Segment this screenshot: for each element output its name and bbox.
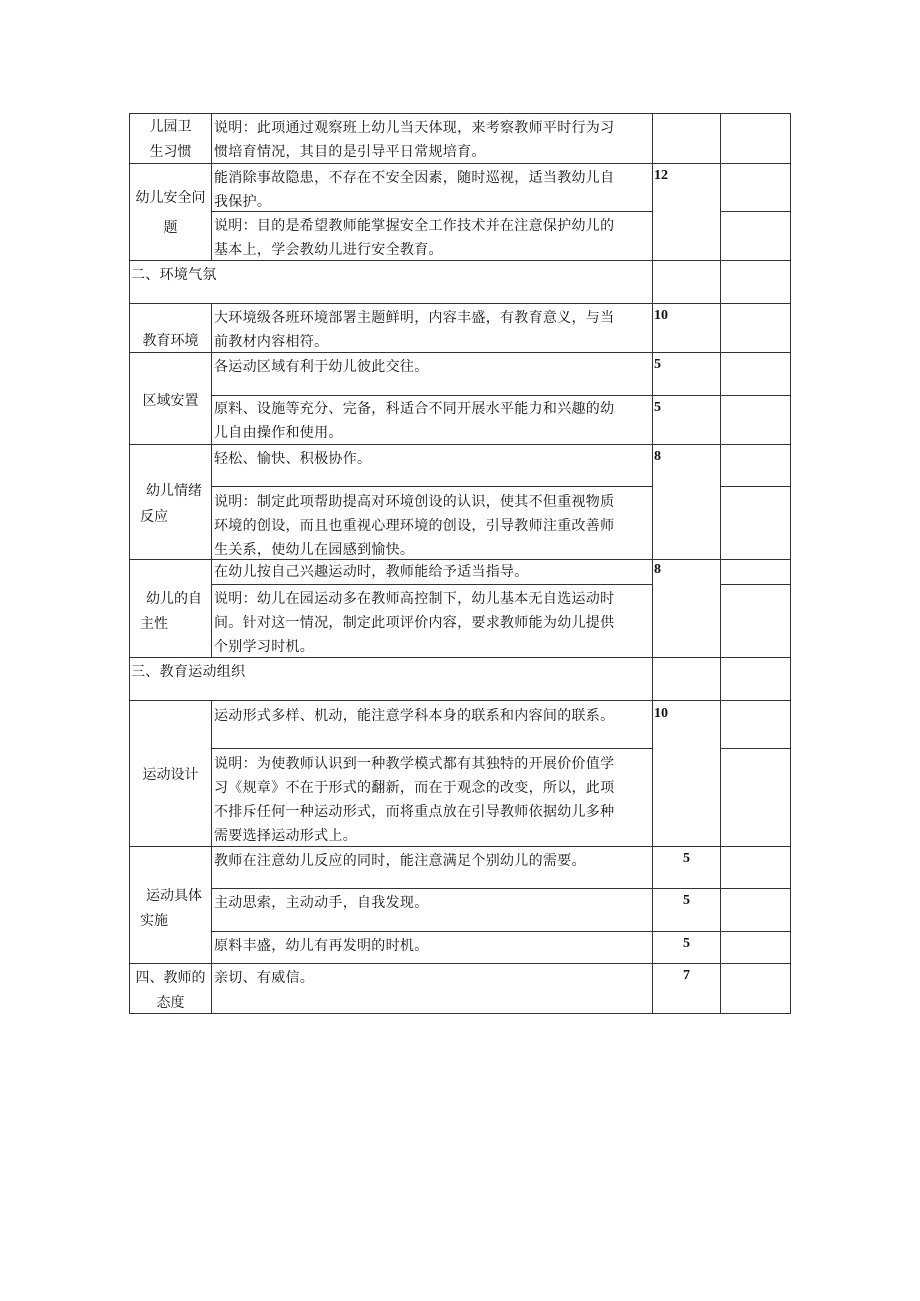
score-area-1: 5 (652, 352, 721, 396)
text-line: 环境的创设，而且也重视心理环境的创设，引导教师注重改善师 (214, 518, 615, 534)
label-design: 运动设计 (129, 700, 212, 847)
label-implement (129, 846, 212, 964)
label-line: 四、教师的 (135, 970, 206, 986)
rating-cell[interactable] (720, 211, 791, 261)
rating-cell[interactable] (720, 352, 791, 396)
score-safety: 12 (652, 163, 721, 261)
desc-emotion (211, 486, 653, 560)
rating-cell[interactable] (720, 748, 791, 847)
label-hygiene (129, 113, 212, 164)
rating-cell[interactable] (720, 444, 791, 487)
label-line: 幼儿安全问 (135, 190, 206, 206)
text-line: 大环境级各班环境部署主题鲜明，内容丰盛，有教育意义，与当 (214, 310, 615, 326)
score-implement-1: 5 (652, 846, 721, 889)
text-line: 说明：目的是希望教师能掌握安全工作技术并在注意保护幼儿的 (214, 218, 615, 234)
item-edu-env (211, 303, 653, 353)
item-design: 运动形式多样、机动，能注意学科本身的联系和内容间的联系。 (211, 700, 653, 749)
text-line: 我保护。 (214, 194, 272, 210)
text-line: 儿自由操作和使用。 (214, 425, 343, 441)
rating-cell[interactable] (720, 303, 791, 353)
rating-cell[interactable] (720, 657, 791, 701)
text-line: 间。针对这一情况，制定此项评价内容，要求教师能为幼儿提供 (214, 615, 615, 631)
desc-hygiene (211, 113, 653, 164)
text-line: 前教材内容相符。 (214, 334, 329, 350)
label-line: 态度 (156, 995, 185, 1011)
text-line: 能消除事故隐患，不存在不安全因素，随时巡视，适当教幼儿自 (214, 170, 615, 186)
score-design: 10 (652, 700, 721, 847)
item-emotion: 轻松、愉快、积极协作。 (211, 444, 653, 487)
score-emotion: 8 (652, 444, 721, 560)
item-safety (211, 163, 653, 212)
rating-cell[interactable] (720, 931, 791, 964)
section-heading: 二、环境气氛 (129, 260, 653, 304)
label-emotion (129, 444, 212, 560)
rating-cell[interactable] (720, 395, 791, 445)
text-line: 需要选择运动形式上。 (214, 828, 357, 844)
label-line: 题 (163, 220, 178, 236)
rating-cell[interactable] (720, 846, 791, 889)
rating-cell[interactable] (720, 963, 791, 1014)
rating-cell[interactable] (720, 486, 791, 560)
label-line: 运动具体 (146, 888, 202, 904)
rating-cell[interactable] (720, 700, 791, 749)
score-autonomy: 8 (652, 559, 721, 658)
text-line: 说明：此项通过观察班上幼儿当天体现，来考察教师平时行为习 (214, 120, 615, 136)
score-attitude: 7 (652, 963, 721, 1014)
text-line: 生关系，使幼儿在园感到愉快。 (214, 542, 415, 558)
desc-safety (211, 211, 653, 261)
item-implement-2: 主动思索，主动动手，自我发现。 (211, 888, 653, 932)
rating-cell[interactable] (720, 888, 791, 932)
item-attitude: 亲切、有威信。 (211, 963, 653, 1014)
label-line: 生习惯 (149, 144, 192, 160)
rating-cell[interactable] (720, 163, 791, 212)
label-line: 实施 (140, 913, 168, 929)
label-safety (129, 163, 212, 261)
text-line: 原料、设施等充分、完备，科适合不同开展水平能力和兴趣的幼 (214, 401, 615, 417)
text-line: 基本上，学会教幼儿进行安全教育。 (214, 242, 443, 258)
text-line: 说明：制定此项帮助提高对环境创设的认识，使其不但重视物质 (214, 494, 615, 510)
label-area: 区域安置 (129, 352, 212, 445)
score-cell (652, 113, 721, 164)
text-line: 习《规章》不在于形式的翻新，而在于观念的改变，所以，此项 (214, 780, 615, 796)
score-cell (652, 657, 721, 701)
label-attitude (129, 963, 212, 1014)
item-autonomy: 在幼儿按自己兴趣运动时，教师能给予适当指导。 (211, 559, 653, 585)
score-cell (652, 260, 721, 304)
text-line: 不排斥任何一种运动形式，而将重点放在引导教师依据幼儿多种 (214, 804, 615, 820)
score-area-2: 5 (652, 395, 721, 445)
label-line: 反应 (140, 509, 168, 525)
rating-cell[interactable] (720, 559, 791, 585)
score-edu-env: 10 (652, 303, 721, 353)
section-heading: 三、教育运动组织 (129, 657, 653, 701)
item-area-2 (211, 395, 653, 445)
score-implement-3: 5 (652, 931, 721, 964)
text-line: 说明：为使教师认识到一种教学模式都有其独特的开展价价值学 (214, 756, 615, 772)
desc-design (211, 748, 653, 847)
item-area-1: 各运动区域有利于幼儿彼此交往。 (211, 352, 653, 396)
label-edu-env: 教育环境 (129, 303, 212, 353)
label-line: 幼儿情绪 (146, 483, 202, 499)
rating-cell[interactable] (720, 584, 791, 658)
rating-cell[interactable] (720, 260, 791, 304)
desc-autonomy (211, 584, 653, 658)
item-implement-1: 教师在注意幼儿反应的同时，能注意满足个别幼儿的需要。 (211, 846, 653, 889)
label-line: 主性 (140, 616, 168, 632)
label-line: 儿园卫 (149, 119, 192, 135)
rating-cell[interactable] (720, 113, 791, 164)
label-autonomy (129, 559, 212, 658)
text-line: 个别学习时机。 (214, 639, 315, 655)
label-line: 幼儿的自 (146, 591, 202, 607)
text-line: 惯培育情况，其目的是引导平日常规培育。 (214, 144, 486, 160)
text-line: 说明：幼儿在园运动多在教师高控制下，幼儿基本无自选运动时 (214, 591, 615, 607)
item-implement-3: 原料丰盛，幼儿有再发明的时机。 (211, 931, 653, 964)
score-implement-2: 5 (652, 888, 721, 932)
